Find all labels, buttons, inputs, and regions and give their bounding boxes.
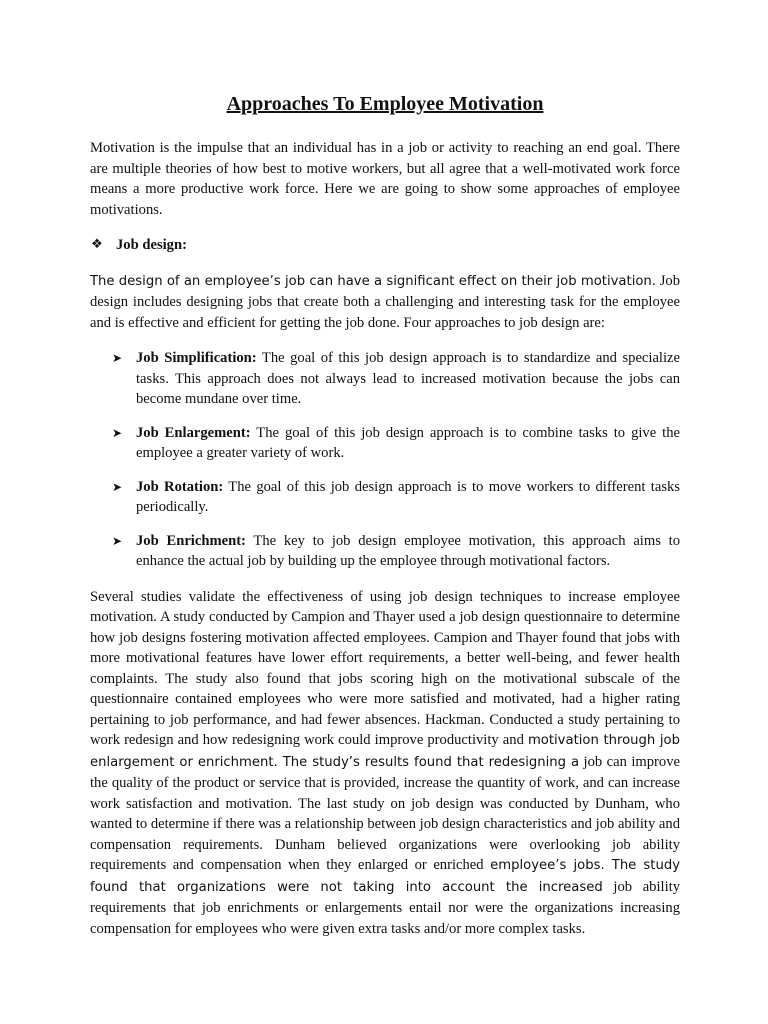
studies-text-5: job ability requirements that job enrichments or enlargements entail nor were the organizations increasing compensation for employees who were given extra tasks and/or more complex tasks. xyxy=(90,878,680,937)
diamond-bullet-icon: ❖ xyxy=(91,237,103,252)
list-item xyxy=(112,477,680,518)
list-item-text xyxy=(136,531,680,572)
list-item xyxy=(112,348,680,410)
list-item xyxy=(112,423,680,464)
approach-term: Job Simplification: xyxy=(136,350,257,366)
job-design-lead-rest: Job design includes designing jobs that create both a challenging and interesting task for the employee and is effective and efficient for getting the job done. Four approaches to job design are: xyxy=(90,272,680,331)
arrow-bullet-icon: ➤ xyxy=(112,425,123,440)
studies-text-3: job can improve the quality of the product or service that is provided, increase the quantity of work, and can increase work satisfaction and motivation. The last study on job design was conducted by Dunham, who wanted to determine if there was a relationship between job design characteristics and job ability and compensation requirements. Dunham believed organizations were overlooking job ability requirements and compensation when they enlarged or enriched xyxy=(90,753,680,873)
approach-term: Job Rotation: xyxy=(136,478,224,495)
studies-text-2: motivation through job enlargement or enrichment. The study’s results found that redesigning a xyxy=(90,733,680,770)
studies-paragraph xyxy=(90,587,680,940)
section-heading-job-design xyxy=(90,235,680,256)
approach-description: The goal of this job design approach is to combine tasks to give the employee a greater variety of work. xyxy=(136,424,680,461)
job-design-lead-sentence: The design of an employee’s job can have a significant effect on their job motivation. xyxy=(90,273,656,289)
list-item xyxy=(112,531,680,572)
intro-paragraph: Motivation is the impulse that an individual has in a job or activity to reaching an end goal. There are multiple theories of how best to motive workers, but all agree that a well-motivated work force means a more productive work force. Here we are going to show some approaches of employee motivations. xyxy=(90,140,680,218)
list-item-text xyxy=(136,423,680,464)
approach-description: The key to job design employee motivation, this approach aims to enhance the actual job by building up the employee through motivational factors. xyxy=(136,532,680,569)
approach-term: Job Enlargement: xyxy=(136,424,251,441)
job-design-paragraph xyxy=(90,271,680,334)
studies-text-1: Several studies validate the effectiveness of using job design techniques to increase employee motivation. A study conducted by Campion and Thayer used a job design questionnaire to determine how job designs fostering motivation affected employees. Campion and Thayer found that jobs with more motivational features have lower effort requirements, a better well-being, and fewer health complaints. The study also found that jobs scoring high on the motivational subscale of the questionnaire contained employees who were more satisfied and motivated, had a higher rating pertaining to job performance, and had fewer absences. Hackman. Conducted a study pertaining to work redesign and how redesigning work could improve productivity and xyxy=(90,588,680,748)
arrow-bullet-icon: ➤ xyxy=(112,351,123,365)
list-item-text xyxy=(136,348,680,410)
approach-description: The goal of this job design approach is to standardize and specialize tasks. This approach does not always lead to increased motivation because the jobs can become mundane over time. xyxy=(136,350,680,407)
document-title: Approaches To Employee Motivation xyxy=(226,93,544,115)
arrow-bullet-icon: ➤ xyxy=(112,533,123,548)
list-item-text xyxy=(136,477,680,518)
section-heading-text: Job design: xyxy=(116,237,187,253)
approach-description: The goal of this job design approach is to move workers to different tasks periodically. xyxy=(136,478,680,515)
arrow-bullet-icon: ➤ xyxy=(112,479,123,494)
approaches-list xyxy=(90,348,680,572)
approach-term: Job Enrichment: xyxy=(136,532,246,549)
studies-text-4: employee’s jobs. The study found that organizations were not taking into account the increased xyxy=(90,858,681,895)
